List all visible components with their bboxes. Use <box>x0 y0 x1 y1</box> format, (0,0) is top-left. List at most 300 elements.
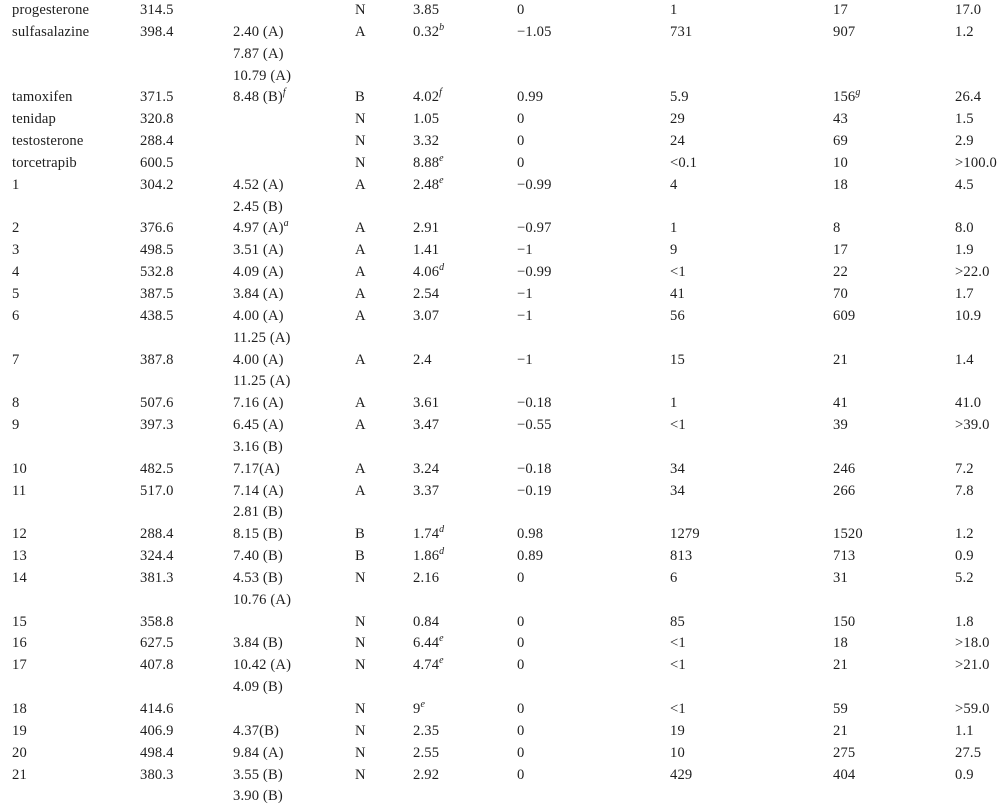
cell-logd: 9e <box>413 699 425 717</box>
cell-col9 <box>955 371 1006 393</box>
cell-name: testosterone <box>12 133 84 150</box>
cell-abn: A <box>355 307 366 324</box>
cell-charge <box>517 328 670 350</box>
cell-logd <box>413 66 517 88</box>
cell-col7: 56 <box>670 307 685 324</box>
cell-name: 4 <box>12 264 20 281</box>
cell-abn: A <box>355 285 366 302</box>
table-row <box>0 22 1006 44</box>
cell-mw <box>140 677 233 699</box>
table-row <box>0 721 1006 743</box>
cell-col7: 5.9 <box>670 89 689 106</box>
cell-pka: 7.14 (A) <box>233 482 284 499</box>
cell-col8 <box>833 437 955 459</box>
cell-col7 <box>670 437 833 459</box>
cell-col7 <box>670 44 833 66</box>
cell-col9 <box>955 66 1006 88</box>
cell-col9 <box>955 786 1006 808</box>
cell-col7 <box>670 677 833 699</box>
cell-mw: 288.4 <box>140 526 174 543</box>
cell-col7: 9 <box>670 242 678 259</box>
table-row <box>0 197 1006 219</box>
cell-mw: 304.2 <box>140 176 174 193</box>
cell-logd <box>413 677 517 699</box>
cell-charge: 0 <box>517 722 525 739</box>
cell-mw: 407.8 <box>140 657 174 674</box>
cell-pka <box>233 109 355 131</box>
table-row <box>0 44 1006 66</box>
cell-col9: 26.4 <box>955 89 982 106</box>
cell-name: 12 <box>12 526 27 543</box>
cell-logd <box>413 437 517 459</box>
cell-col9: 41.0 <box>955 395 982 412</box>
cell-name: tenidap <box>12 111 57 128</box>
cell-mw: 358.8 <box>140 613 174 630</box>
cell-col8: 41 <box>833 395 848 412</box>
cell-col9: 10.9 <box>955 307 982 324</box>
cell-col9: >100.0 <box>955 154 997 171</box>
cell-name: 13 <box>12 548 27 565</box>
cell-logd: 1.74$^d$ <box>413 524 445 543</box>
cell-pka: 2.45 (B) <box>233 198 283 215</box>
cell-col9: 1.8 <box>955 613 974 630</box>
cell-charge: 0 <box>517 613 525 630</box>
cell-charge: 0.99 <box>517 89 544 106</box>
cell-charge: 0 <box>517 111 525 128</box>
cell-name: 2 <box>12 220 20 237</box>
footnote-superscript: f <box>439 87 442 99</box>
cell-logd: 2.55 <box>413 744 440 761</box>
cell-abn <box>355 786 413 808</box>
cell-charge <box>517 590 670 612</box>
footnote-superscript: d <box>439 546 445 558</box>
cell-col8: 404 <box>833 766 856 783</box>
cell-mw <box>140 328 233 350</box>
cell-pka: 4.97 $(A)^a$ <box>233 218 289 237</box>
cell-col7: 1 <box>670 395 678 412</box>
cell-col7 <box>670 328 833 350</box>
cell-charge <box>517 44 670 66</box>
cell-col8: 156$^g$ <box>833 87 861 106</box>
cell-col9 <box>955 44 1006 66</box>
table-row <box>0 765 1006 787</box>
table-row <box>0 546 1006 568</box>
cell-logd: 2.35 <box>413 722 440 739</box>
cell-name: 11 <box>12 482 27 499</box>
footnote-superscript: e <box>439 153 444 165</box>
cell-col7 <box>670 197 833 219</box>
cell-logd: 1.41 <box>413 242 440 259</box>
cell-logd: 0.32$^b$ <box>413 21 445 40</box>
cell-col8: 39 <box>833 417 848 434</box>
cell-logd <box>413 197 517 219</box>
cell-col8 <box>833 66 955 88</box>
cell-mw: 380.3 <box>140 766 174 783</box>
cell-logd: 6.44e <box>413 633 444 652</box>
cell-mw: 498.4 <box>140 744 174 761</box>
cell-charge: 0.98 <box>517 526 544 543</box>
cell-col7: <0.1 <box>670 154 698 171</box>
cell-col8 <box>833 677 955 699</box>
cell-charge <box>517 437 670 459</box>
cell-col7: 4 <box>670 176 678 193</box>
table-row <box>0 328 1006 350</box>
cell-col8: 21 <box>833 722 848 739</box>
cell-col7: 29 <box>670 111 685 128</box>
cell-name: 7 <box>12 351 20 368</box>
cell-abn <box>355 371 413 393</box>
footnote-superscript: e <box>439 174 444 186</box>
cell-pka: 4.53 (B) <box>233 569 283 586</box>
cell-name <box>0 66 140 88</box>
table-row <box>0 371 1006 393</box>
cell-name <box>0 197 140 219</box>
cell-pka <box>233 153 355 175</box>
cell-col8 <box>833 328 955 350</box>
cell-col9: 1.1 <box>955 722 974 739</box>
cell-col9: 0.9 <box>955 548 974 565</box>
cell-col7: 1 <box>670 2 678 18</box>
cell-col9 <box>955 677 1006 699</box>
cell-charge: −1.05 <box>517 23 552 40</box>
cell-abn <box>355 590 413 612</box>
table-row <box>0 393 1006 415</box>
cell-col9: >18.0 <box>955 635 990 652</box>
cell-col7: 429 <box>670 766 693 783</box>
cell-logd <box>413 590 517 612</box>
cell-mw: 532.8 <box>140 264 174 281</box>
cell-mw <box>140 502 233 524</box>
cell-logd: 3.07 <box>413 307 440 324</box>
cell-abn: N <box>355 722 366 739</box>
cell-col8: 907 <box>833 23 856 40</box>
cell-col9: 1.7 <box>955 285 974 302</box>
cell-name: torcetrapib <box>12 154 77 171</box>
cell-charge: −0.99 <box>517 176 552 193</box>
cell-logd: 2.16 <box>413 569 440 586</box>
cell-abn: A <box>355 264 366 281</box>
cell-mw: 507.6 <box>140 395 174 412</box>
cell-pka <box>233 699 355 721</box>
cell-mw: 406.9 <box>140 722 174 739</box>
cell-name: 18 <box>12 701 27 717</box>
cell-mw <box>140 437 233 459</box>
table-row <box>0 459 1006 481</box>
cell-abn: A <box>355 395 366 412</box>
cell-col9 <box>955 197 1006 219</box>
cell-name <box>0 371 140 393</box>
cell-col9: 8.0 <box>955 220 974 237</box>
cell-abn <box>355 437 413 459</box>
cell-logd <box>413 328 517 350</box>
cell-charge: 0 <box>517 701 525 717</box>
table-row <box>0 786 1006 808</box>
cell-col8: 1520 <box>833 526 863 543</box>
cell-charge: 0 <box>517 744 525 761</box>
cell-abn: A <box>355 460 366 477</box>
cell-charge: 0 <box>517 133 525 150</box>
cell-mw: 387.8 <box>140 351 174 368</box>
cell-col8 <box>833 197 955 219</box>
cell-pka <box>233 0 355 22</box>
cell-mw: 381.3 <box>140 569 174 586</box>
cell-logd: 3.47 <box>413 417 440 434</box>
cell-col7: 34 <box>670 460 685 477</box>
cell-abn: A <box>355 220 366 237</box>
cell-name: 1 <box>12 176 20 193</box>
cell-charge: 0.89 <box>517 548 544 565</box>
cell-pka: 4.00 (A) <box>233 307 284 324</box>
cell-col9: >39.0 <box>955 417 990 434</box>
cell-mw <box>140 197 233 219</box>
cell-mw: 414.6 <box>140 701 174 717</box>
cell-mw: 376.6 <box>140 220 174 237</box>
cell-col7: 19 <box>670 722 685 739</box>
cell-mw <box>140 371 233 393</box>
footnote-superscript: d <box>439 262 445 274</box>
cell-charge <box>517 786 670 808</box>
cell-name: progesterone <box>12 2 90 18</box>
cell-name: 3 <box>12 242 20 259</box>
table-row <box>0 677 1006 699</box>
cell-name: 14 <box>12 569 27 586</box>
cell-pka: 3.16 (B) <box>233 438 283 455</box>
table-row <box>0 612 1006 634</box>
cell-charge: −1 <box>517 242 533 259</box>
cell-charge <box>517 502 670 524</box>
footnote-superscript: e <box>439 655 444 667</box>
cell-abn: B <box>355 526 365 543</box>
cell-col8: 70 <box>833 285 848 302</box>
cell-col9: 4.5 <box>955 176 974 193</box>
cell-col8: 17 <box>833 2 848 18</box>
cell-col8: 59 <box>833 701 848 717</box>
cell-name: 9 <box>12 417 20 434</box>
cell-charge: −0.18 <box>517 460 552 477</box>
cell-charge: −1 <box>517 285 533 302</box>
cell-mw: 438.5 <box>140 307 174 324</box>
cell-col8: 18 <box>833 635 848 652</box>
cell-pka: 10.42 (A) <box>233 657 292 674</box>
cell-abn: A <box>355 23 366 40</box>
table-row <box>0 655 1006 677</box>
footnote-superscript: g <box>855 87 861 99</box>
cell-mw: 324.4 <box>140 548 174 565</box>
cell-charge: 0 <box>517 635 525 652</box>
table-row <box>0 524 1006 546</box>
cell-name <box>0 328 140 350</box>
table-row <box>0 284 1006 306</box>
cell-logd <box>413 371 517 393</box>
cell-pka: 3.55 (B) <box>233 766 283 783</box>
cell-abn: N <box>355 2 366 18</box>
cell-charge: 0 <box>517 569 525 586</box>
cell-col7: 24 <box>670 133 685 150</box>
cell-charge: 0 <box>517 154 525 171</box>
table-row <box>0 87 1006 109</box>
cell-mw: 371.5 <box>140 89 174 106</box>
footnote-superscript: e <box>420 699 425 711</box>
cell-logd: 2.91 <box>413 220 440 237</box>
cell-name <box>0 437 140 459</box>
cell-logd: 3.61 <box>413 395 440 412</box>
cell-pka: 7.16 (A) <box>233 395 284 412</box>
cell-logd: 4.06$^d$ <box>413 262 445 281</box>
cell-col8: 150 <box>833 613 856 630</box>
table-row <box>0 262 1006 284</box>
cell-col7: <1 <box>670 657 686 674</box>
cell-col7: <1 <box>670 417 686 434</box>
table-row <box>0 109 1006 131</box>
cell-col9: 0.9 <box>955 766 974 783</box>
cell-col9: 1.5 <box>955 111 974 128</box>
cell-name <box>0 786 140 808</box>
cell-col9 <box>955 590 1006 612</box>
cell-charge: −0.18 <box>517 395 552 412</box>
cell-col7: <1 <box>670 635 686 652</box>
cell-abn: N <box>355 111 366 128</box>
cell-charge: −0.99 <box>517 264 552 281</box>
cell-col9: 1.2 <box>955 526 974 543</box>
cell-col8: 266 <box>833 482 856 499</box>
cell-charge: −1 <box>517 307 533 324</box>
table-row <box>0 481 1006 503</box>
table-row <box>0 0 1006 22</box>
cell-col7 <box>670 590 833 612</box>
cell-col9: 1.2 <box>955 23 974 40</box>
cell-pka: 7.40 (B) <box>233 548 283 565</box>
cell-name: 21 <box>12 766 27 783</box>
cell-logd: 1.05 <box>413 111 440 128</box>
cell-name <box>0 44 140 66</box>
cell-col9: 7.2 <box>955 460 974 477</box>
cell-pka: 4.52 (A) <box>233 176 284 193</box>
cell-col8: 246 <box>833 460 856 477</box>
cell-mw: 387.5 <box>140 285 174 302</box>
cell-col9: 27.5 <box>955 744 982 761</box>
cell-logd: 1.86$^d$ <box>413 546 445 565</box>
cell-pka: 8.48 $(B)^f$ <box>233 87 286 106</box>
cell-abn <box>355 677 413 699</box>
cell-col7: 34 <box>670 482 685 499</box>
cell-logd <box>413 44 517 66</box>
cell-col9: >59.0 <box>955 701 990 717</box>
cell-col9: 5.2 <box>955 569 974 586</box>
cell-mw: 320.8 <box>140 111 174 128</box>
cell-col7: 1 <box>670 220 678 237</box>
cell-pka <box>233 612 355 634</box>
cell-col8 <box>833 44 955 66</box>
footnote-superscript: e <box>439 633 444 645</box>
cell-abn: A <box>355 417 366 434</box>
footnote-superscript: a <box>283 218 289 230</box>
cell-logd: 2.54 <box>413 285 440 302</box>
cell-mw: 498.5 <box>140 242 174 259</box>
cell-charge <box>517 677 670 699</box>
cell-name <box>0 590 140 612</box>
cell-pka <box>233 131 355 153</box>
cell-mw: 397.3 <box>140 417 174 434</box>
cell-pka: 11.25 (A) <box>233 373 291 390</box>
cell-abn <box>355 328 413 350</box>
footnote-superscript: f <box>282 87 286 99</box>
cell-col8 <box>833 786 955 808</box>
cell-col9: 1.9 <box>955 242 974 259</box>
cell-pka: 4.00 (A) <box>233 351 284 368</box>
cell-charge: 0 <box>517 766 525 783</box>
cell-col8: 22 <box>833 264 848 281</box>
cell-logd: 4.02$^f$ <box>413 87 442 106</box>
cell-col7 <box>670 502 833 524</box>
cell-logd: 3.37 <box>413 482 440 499</box>
cell-col8: 69 <box>833 133 848 150</box>
cell-name: 15 <box>12 613 27 630</box>
cell-pka: 10.76 (A) <box>233 591 292 608</box>
cell-logd: 3.85 <box>413 2 440 18</box>
cell-col8: 8 <box>833 220 841 237</box>
cell-abn: N <box>355 133 366 150</box>
cell-abn: A <box>355 176 366 193</box>
cell-logd: 2.92 <box>413 766 440 783</box>
table-row <box>0 699 1006 721</box>
cell-col8: 713 <box>833 548 856 565</box>
table-row <box>0 502 1006 524</box>
cell-col9: 1.4 <box>955 351 974 368</box>
cell-abn <box>355 197 413 219</box>
cell-pka: 2.81 (B) <box>233 504 283 521</box>
cell-name: 16 <box>12 635 27 652</box>
cell-name <box>0 677 140 699</box>
cell-col7 <box>670 371 833 393</box>
table-row <box>0 66 1006 88</box>
cell-name: 6 <box>12 307 20 324</box>
cell-logd: 3.24 <box>413 460 440 477</box>
cell-abn: A <box>355 351 366 368</box>
cell-charge <box>517 197 670 219</box>
cell-pka: 4.09 (A) <box>233 264 284 281</box>
table-row <box>0 240 1006 262</box>
cell-col8: 609 <box>833 307 856 324</box>
cell-col8: 21 <box>833 657 848 674</box>
cell-pka: 3.84 (A) <box>233 285 284 302</box>
cell-col7 <box>670 786 833 808</box>
cell-abn: N <box>355 154 366 171</box>
cell-col7 <box>670 66 833 88</box>
cell-abn: B <box>355 89 365 106</box>
cell-abn: A <box>355 482 366 499</box>
cell-col8: 10 <box>833 154 848 171</box>
cell-abn: N <box>355 701 366 717</box>
cell-charge: −0.97 <box>517 220 552 237</box>
cell-col9: 7.8 <box>955 482 974 499</box>
cell-name: 10 <box>12 460 27 477</box>
cell-pka: 11.25 (A) <box>233 329 291 346</box>
table-row <box>0 218 1006 240</box>
cell-logd <box>413 502 517 524</box>
cell-col8 <box>833 371 955 393</box>
cell-pka: 2.40 (A) <box>233 23 284 40</box>
table-row <box>0 743 1006 765</box>
cell-name: 20 <box>12 744 27 761</box>
cell-col9: >22.0 <box>955 264 990 281</box>
cell-mw: 482.5 <box>140 460 174 477</box>
cell-col9 <box>955 328 1006 350</box>
cell-abn: N <box>355 657 366 674</box>
cell-abn: N <box>355 744 366 761</box>
cell-col8: 17 <box>833 242 848 259</box>
cell-logd: 8.88e <box>413 153 444 171</box>
cell-pka: 3.84 (B) <box>233 635 283 652</box>
